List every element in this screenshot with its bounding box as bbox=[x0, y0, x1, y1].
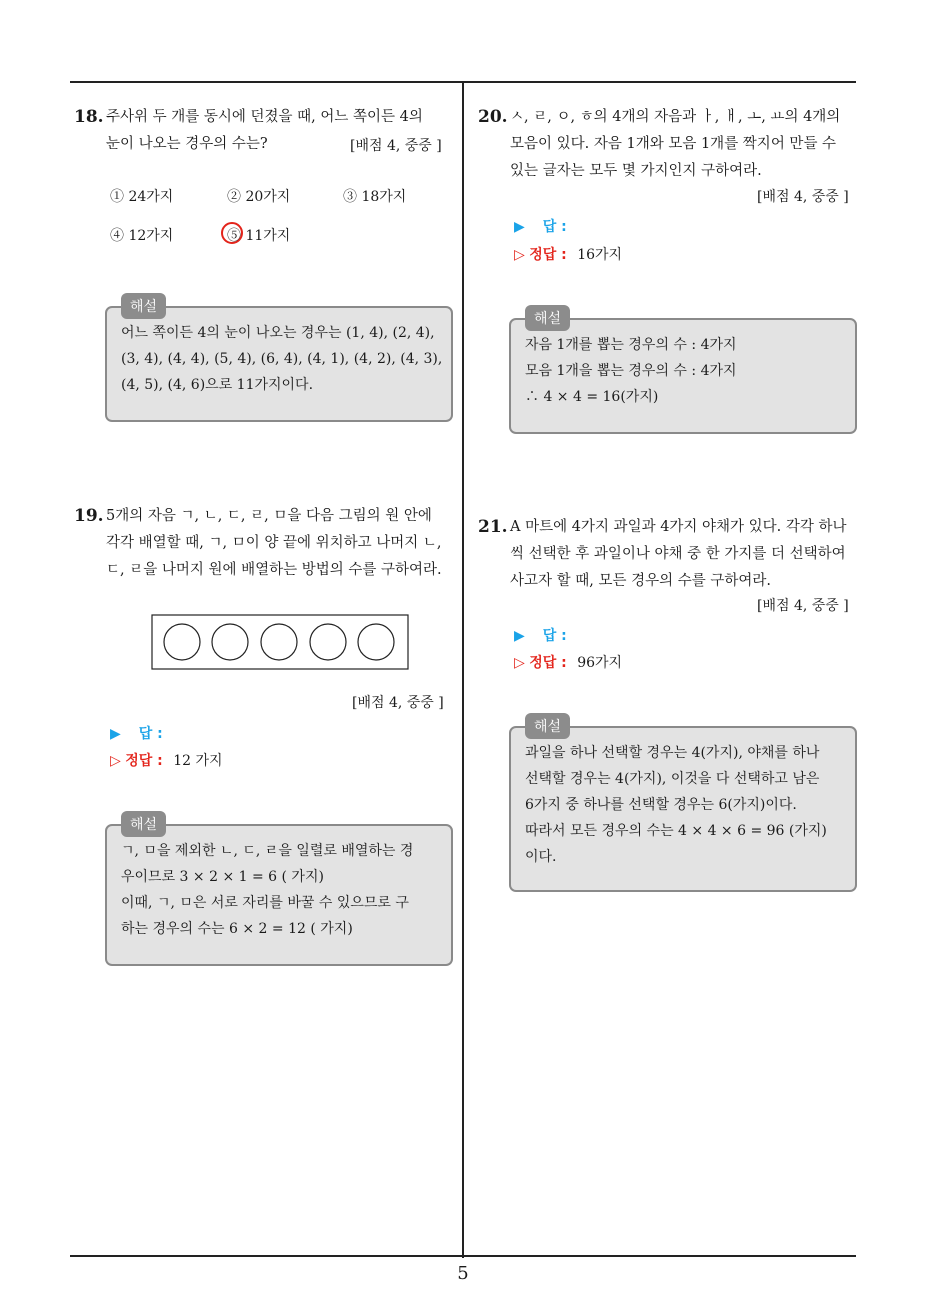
explanation-line: 모음 1개을 뽑는 경우의 수 : 4가지 bbox=[525, 363, 737, 379]
explanation-line: 하는 경우의 수는 6 × 2 = 12 ( 가지) bbox=[121, 921, 353, 937]
choice-5[interactable]: ⑤ 11가지 bbox=[227, 228, 291, 244]
question-text: 있는 글자는 모두 몇 가지인지 구하여라. bbox=[510, 163, 762, 179]
explanation-line: 6가지 중 하나를 선택할 경우는 6(가지)이다. bbox=[525, 797, 797, 813]
question-text: 눈이 나오는 경우의 수는? bbox=[106, 136, 268, 152]
question-text: 사고자 할 때, 모든 경우의 수를 구하여라. bbox=[510, 573, 771, 589]
center-divider bbox=[462, 82, 464, 1258]
question-text: 5개의 자음 ㄱ, ㄴ, ㄷ, ㄹ, ㅁ을 다음 그림의 원 안에 bbox=[106, 508, 432, 524]
answer-label: 답 : bbox=[542, 628, 567, 644]
question-text: ㄷ, ㄹ을 나머지 원에 배열하는 방법의 수를 구하여라. bbox=[106, 562, 442, 578]
explanation-line: ∴ 4 × 4 = 16(가지) bbox=[525, 389, 659, 405]
question-19 bbox=[74, 503, 456, 584]
question-text: 씩 선택한 후 과일이나 야채 중 한 가지를 더 선택하여 bbox=[510, 546, 846, 562]
answer-input-row[interactable] bbox=[514, 625, 567, 645]
score-meta: [배점 4, 중중 ] bbox=[757, 598, 849, 614]
correct-value: 96가지 bbox=[577, 655, 623, 671]
circle-slot bbox=[261, 624, 297, 660]
explanation-label: 해설 bbox=[121, 293, 166, 319]
answer-label: 답 : bbox=[542, 219, 567, 235]
outline-triangle-icon: ▷ bbox=[110, 753, 121, 769]
correct-answer-row bbox=[514, 652, 622, 672]
filled-triangle-icon: ▶ bbox=[514, 628, 525, 644]
explanation-line: 이때, ㄱ, ㅁ은 서로 자리를 바꿀 수 있으므로 구 bbox=[121, 895, 409, 911]
score-meta: [배점 4, 중중 ] bbox=[352, 695, 444, 711]
question-number: 19. bbox=[74, 506, 104, 526]
explanation-box bbox=[105, 299, 453, 422]
explanation-line: (4, 5), (4, 6)으로 11가지이다. bbox=[121, 377, 314, 393]
correct-value: 12 가지 bbox=[173, 753, 223, 769]
filled-triangle-icon: ▶ bbox=[514, 219, 525, 235]
outline-triangle-icon: ▷ bbox=[514, 247, 525, 263]
question-number: 21. bbox=[478, 517, 508, 537]
question-text: ㅅ, ㄹ, ㅇ, ㅎ의 4개의 자음과 ㅏ, ㅐ, ㅗ, ㅛ의 4개의 bbox=[510, 109, 841, 125]
explanation-line: 이다. bbox=[525, 849, 557, 865]
question-20 bbox=[478, 104, 860, 185]
filled-triangle-icon: ▶ bbox=[110, 726, 121, 742]
explanation-line: 과일을 하나 선택할 경우는 4(가지), 야채를 하나 bbox=[525, 745, 820, 761]
answer-input-row[interactable] bbox=[110, 723, 163, 743]
choice-2[interactable]: ② 20가지 bbox=[227, 189, 291, 205]
question-text: 각각 배열할 때, ㄱ, ㅁ이 양 끝에 위치하고 나머지 ㄴ, bbox=[106, 535, 442, 551]
bottom-rule bbox=[70, 1255, 856, 1257]
explanation-label: 해설 bbox=[121, 811, 166, 837]
question-number: 18. bbox=[74, 107, 104, 127]
explanation-label: 해설 bbox=[525, 305, 570, 331]
answer-label: 답 : bbox=[138, 726, 163, 742]
explanation-label: 해설 bbox=[525, 713, 570, 739]
choice-1[interactable]: ① 24가지 bbox=[110, 189, 174, 205]
correct-label: 정답 : bbox=[125, 753, 163, 769]
five-circles-figure bbox=[150, 613, 410, 671]
circle-slot bbox=[358, 624, 394, 660]
answer-input-row[interactable] bbox=[514, 216, 567, 236]
explanation-box bbox=[509, 719, 857, 892]
correct-label: 정답 : bbox=[529, 655, 567, 671]
explanation-line: 어느 쪽이든 4의 눈이 나오는 경우는 (1, 4), (2, 4), bbox=[121, 325, 435, 341]
circle-slot bbox=[310, 624, 346, 660]
explanation-line: 자음 1개를 뽑는 경우의 수 : 4가지 bbox=[525, 337, 737, 353]
explanation-box bbox=[105, 817, 453, 966]
question-number: 20. bbox=[478, 107, 508, 127]
score-meta: [배점 4, 중중 ] bbox=[350, 138, 442, 154]
question-21 bbox=[478, 514, 860, 595]
explanation-line: (3, 4), (4, 4), (5, 4), (6, 4), (4, 1), (4, 2), (4, 3), bbox=[121, 351, 443, 367]
circle-slot bbox=[212, 624, 248, 660]
choice-3[interactable]: ③ 18가지 bbox=[343, 189, 407, 205]
question-text: A 마트에 4가지 과일과 4가지 야채가 있다. 각각 하나 bbox=[510, 519, 847, 535]
explanation-line: ㄱ, ㅁ을 제외한 ㄴ, ㄷ, ㄹ을 일렬로 배열하는 경 bbox=[121, 843, 414, 859]
choice-4[interactable]: ④ 12가지 bbox=[110, 228, 174, 244]
explanation-box bbox=[509, 311, 857, 434]
correct-answer-row bbox=[110, 750, 223, 770]
correct-answer-row bbox=[514, 244, 622, 264]
question-text: 주사위 두 개를 동시에 던졌을 때, 어느 쪽이든 4의 bbox=[106, 109, 423, 125]
correct-value: 16가지 bbox=[577, 247, 623, 263]
score-meta: [배점 4, 중중 ] bbox=[757, 189, 849, 205]
explanation-line: 선택할 경우는 4(가지), 이것을 다 선택하고 남은 bbox=[525, 771, 820, 787]
question-text: 모음이 있다. 자음 1개와 모음 1개를 짝지어 만들 수 bbox=[510, 136, 837, 152]
explanation-line: 우이므로 3 × 2 × 1 = 6 ( 가지) bbox=[121, 869, 324, 885]
correct-label: 정답 : bbox=[529, 247, 567, 263]
explanation-line: 따라서 모든 경우의 수는 4 × 4 × 6 = 96 (가지) bbox=[525, 823, 827, 839]
page-number: 5 bbox=[457, 1263, 469, 1284]
outline-triangle-icon: ▷ bbox=[514, 655, 525, 671]
circle-slot bbox=[164, 624, 200, 660]
